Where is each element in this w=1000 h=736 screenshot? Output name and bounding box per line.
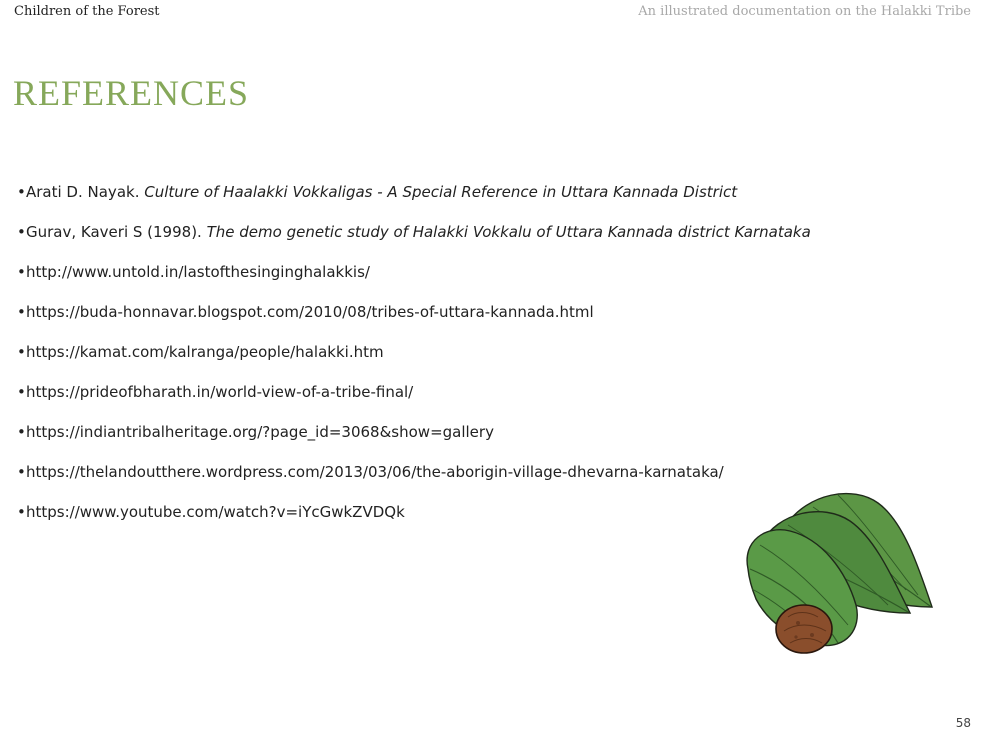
reference-item: [17, 503, 811, 543]
bullet: •: [17, 223, 26, 241]
reference-url: https://prideofbharath.in/world-view-of-a-tribe-final/: [26, 383, 414, 401]
bullet: •: [17, 263, 26, 281]
running-header-right: An illustrated documentation on the Halakki Tribe: [638, 4, 971, 19]
bullet: •: [17, 343, 26, 361]
page-number: 58: [955, 716, 971, 730]
reference-url: https://indiantribalheritage.org/?page_id=3068&show=gallery: [26, 423, 494, 441]
reference-url: https://buda-honnavar.blogspot.com/2010/08/tribes-of-uttara-kannada.html: [26, 303, 594, 321]
reference-url: https://www.youtube.com/watch?v=iYcGwkZVDQk: [26, 503, 405, 521]
reference-item: [17, 303, 811, 343]
reference-url: http://www.untold.in/lastofthesinginghalakkis/: [26, 263, 370, 281]
bullet: •: [17, 183, 26, 201]
reference-list: [17, 183, 811, 543]
reference-item: [17, 463, 811, 503]
running-header-left: Children of the Forest: [14, 4, 160, 19]
betel-leaf-areca-nut-icon: [738, 485, 948, 665]
reference-title: Culture of Haalakki Vokkaligas - A Special Reference in Uttara Kannada District: [144, 183, 738, 201]
reference-item: [17, 423, 811, 463]
reference-author: Arati D. Nayak.: [26, 183, 145, 201]
page-title: REFERENCES: [13, 73, 250, 113]
bullet: •: [17, 303, 26, 321]
reference-item: [17, 383, 811, 423]
reference-item: [17, 223, 811, 263]
bullet: •: [17, 503, 26, 521]
reference-item: [17, 263, 811, 303]
bullet: •: [17, 423, 26, 441]
reference-item: [17, 343, 811, 383]
bullet: •: [17, 463, 26, 481]
reference-title: The demo genetic study of Halakki Vokkalu of Uttara Kannada district Karnataka: [206, 223, 811, 241]
bullet: •: [17, 383, 26, 401]
reference-item: [17, 183, 811, 223]
reference-url: https://thelandoutthere.wordpress.com/2013/03/06/the-aborigin-village-dhevarna-karnataka/: [26, 463, 724, 481]
reference-author: Gurav, Kaveri S (1998).: [26, 223, 207, 241]
reference-url: https://kamat.com/kalranga/people/halakki.htm: [26, 343, 384, 361]
